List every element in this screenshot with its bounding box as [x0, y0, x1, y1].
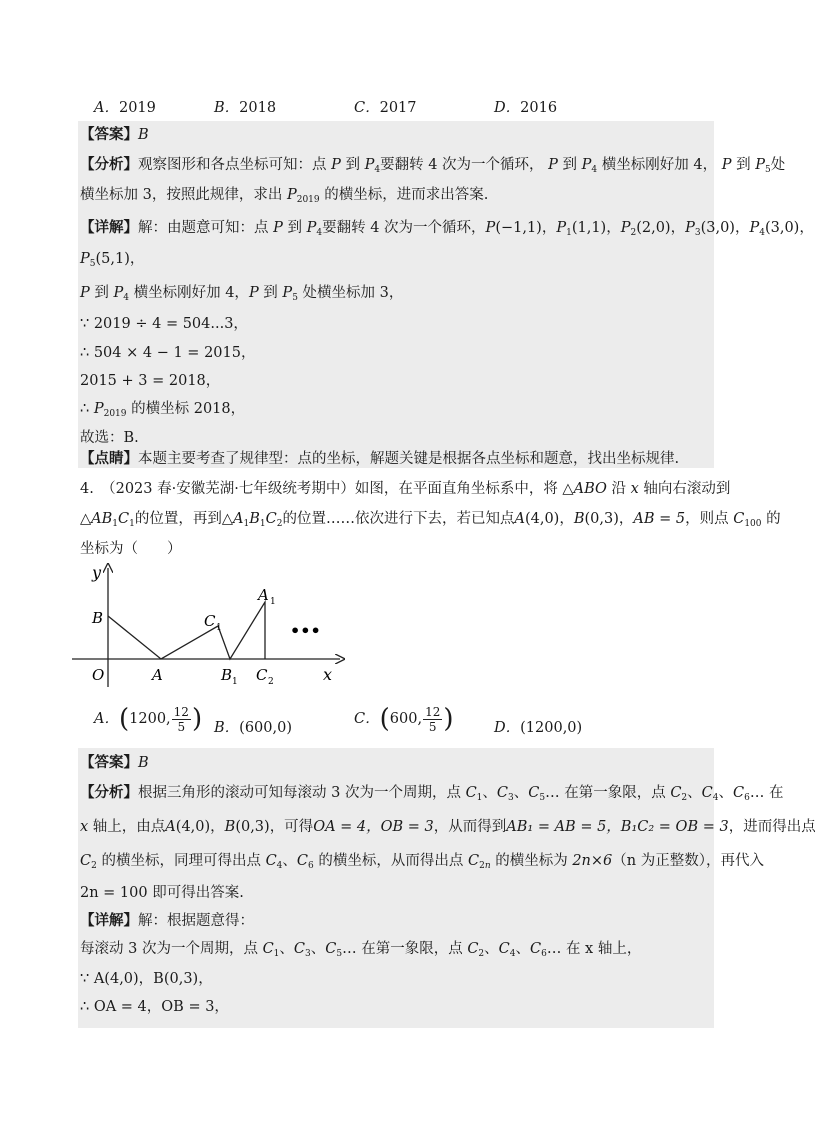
q3-eq-1: ∵ 2019 ÷ 4 = 504...3， [80, 316, 248, 332]
label-A1: A [258, 586, 269, 604]
q3-analysis-line-1: 【分析】观察图形和各点坐标可知：点 P 到 $P_4$要翻转 4 次为一个循环， P 到 $P_4$ 横坐标刚好加 4， P 到 $P_5$处 [80, 157, 786, 175]
label-C1: C [204, 612, 216, 630]
q4-stem-line-3: 坐标为（ ） [80, 541, 182, 557]
rolling-triangle-path [108, 602, 265, 659]
q3-comment: 【点睛】本题主要考查了规律型：点的坐标，解题关键是根据各点坐标和题意，找出坐标规律. [80, 451, 680, 467]
q3-choice: 故选：B. [80, 430, 139, 446]
q3-detail-line-3: P 到 $P_4$ 横坐标刚好加 4，P 到 $P_5$ 处横坐标加 3， [80, 285, 404, 303]
q3-eq-2: ∴ 504 × 4 − 1 = 2015， [80, 345, 256, 361]
q4-detail-line-3: ∵ A(4,0)，B(0,3)， [80, 971, 213, 987]
q3-detail-line-2: $P_5(5,1)$， [80, 251, 145, 269]
sub-B1: 1 [232, 677, 238, 687]
q4-analysis-line-4: 2n = 100 即可得出答案. [80, 885, 244, 901]
q3-answer: 【答案】B [80, 127, 149, 143]
q4-detail-line-2: 每滚动 3 次为一个周期，点 $C_1$、$C_3$、$C_5\dots$ 在第一象限，点 $C_2$、$C_4$、$C_6\dots$ 在 x 轴上， [80, 941, 642, 959]
q4-analysis-line-3: $C_2$ 的横坐标，同理可得出点 $C_4$、$C_6$ 的横坐标，从而得出点 $C_{2n}$ 的横坐标为 2n×6（n 为正整数），再代入 [80, 853, 764, 871]
q4-detail-line-1: 【详解】解：根据题意得： [80, 913, 254, 929]
q4-stem-line-2: $\triangle AB_1C_1$的位置，再到$\triangle A_1B_1C_2$的位置……依次进行下去，若已知点A(4,0)，B(0,3)，AB = 5，则点 $C_{100}$ 的 [80, 511, 781, 529]
q4-option-c[interactable]: C．(600, $\frac{12}{5}$ ) [354, 704, 454, 734]
sub-A1: 1 [270, 597, 276, 607]
label-B1: B [221, 666, 233, 684]
sub-C2: 2 [268, 677, 274, 687]
label-C2: C [256, 666, 268, 684]
q3-option-c[interactable]: C．2017 [354, 100, 417, 116]
q3-option-b[interactable]: B．2018 [214, 100, 277, 116]
q4-analysis-line-2: x 轴上，由点A(4,0)，B(0,3)，可得OA = 4，OB = 3，从而得到AB₁ = AB = 5，B₁C₂ = OB = 3，进而得出点 [80, 819, 816, 835]
q3-option-a[interactable]: A．2019 [94, 100, 156, 116]
q3-option-d[interactable]: D．2016 [494, 100, 558, 116]
label-A: A [152, 666, 163, 684]
q4-option-d[interactable]: D．(1200,0) [494, 720, 583, 736]
q3-eq-4: ∴ $P_{2019}$ 的横坐标 2018， [80, 401, 246, 419]
q3-eq-3: 2015 + 3 = 2018， [80, 373, 221, 389]
label-y: y [92, 563, 102, 582]
q4-analysis-line-1: 【分析】根据三角形的滚动可知每滚动 3 次为一个周期，点 $C_1$、$C_3$、$C_5\dots$ 在第一象限，点 $C_2$、$C_4$、$C_6\dots$ 在 [80, 785, 784, 803]
q4-option-a[interactable]: A．(1200, $\frac{12}{5}$ ) [94, 704, 203, 734]
q4-answer: 【答案】B [80, 755, 149, 771]
q4-stem-line-1: 4. （2023 春·安徽芜湖·七年级统考期中）如图，在平面直角坐标系中，将 △ABO 沿 x 轴向右滚动到 [80, 481, 731, 497]
q4-figure [68, 562, 368, 692]
sub-C1: 1 [216, 623, 222, 633]
continuation-dots: ••• [290, 621, 321, 640]
label-x: x [323, 665, 333, 684]
q4-option-b[interactable]: B．(600,0) [214, 720, 292, 736]
q3-analysis-line-2: 横坐标加 3，按照此规律，求出 $P_{2019}$ 的横坐标，进而求出答案. [80, 187, 489, 205]
label-B: B [92, 609, 104, 627]
q3-detail-line-1: 【详解】解：由题意可知：点 P 到 $P_4$要翻转 4 次为一个循环，P(−1,1)，$P_1(1,1)$，$P_2(2,0)$，$P_3(3,0)$，$P_4(3,0)$， [80, 220, 814, 238]
q4-detail-line-4: ∴ OA = 4，OB = 3， [80, 999, 229, 1015]
label-O: O [92, 666, 105, 684]
